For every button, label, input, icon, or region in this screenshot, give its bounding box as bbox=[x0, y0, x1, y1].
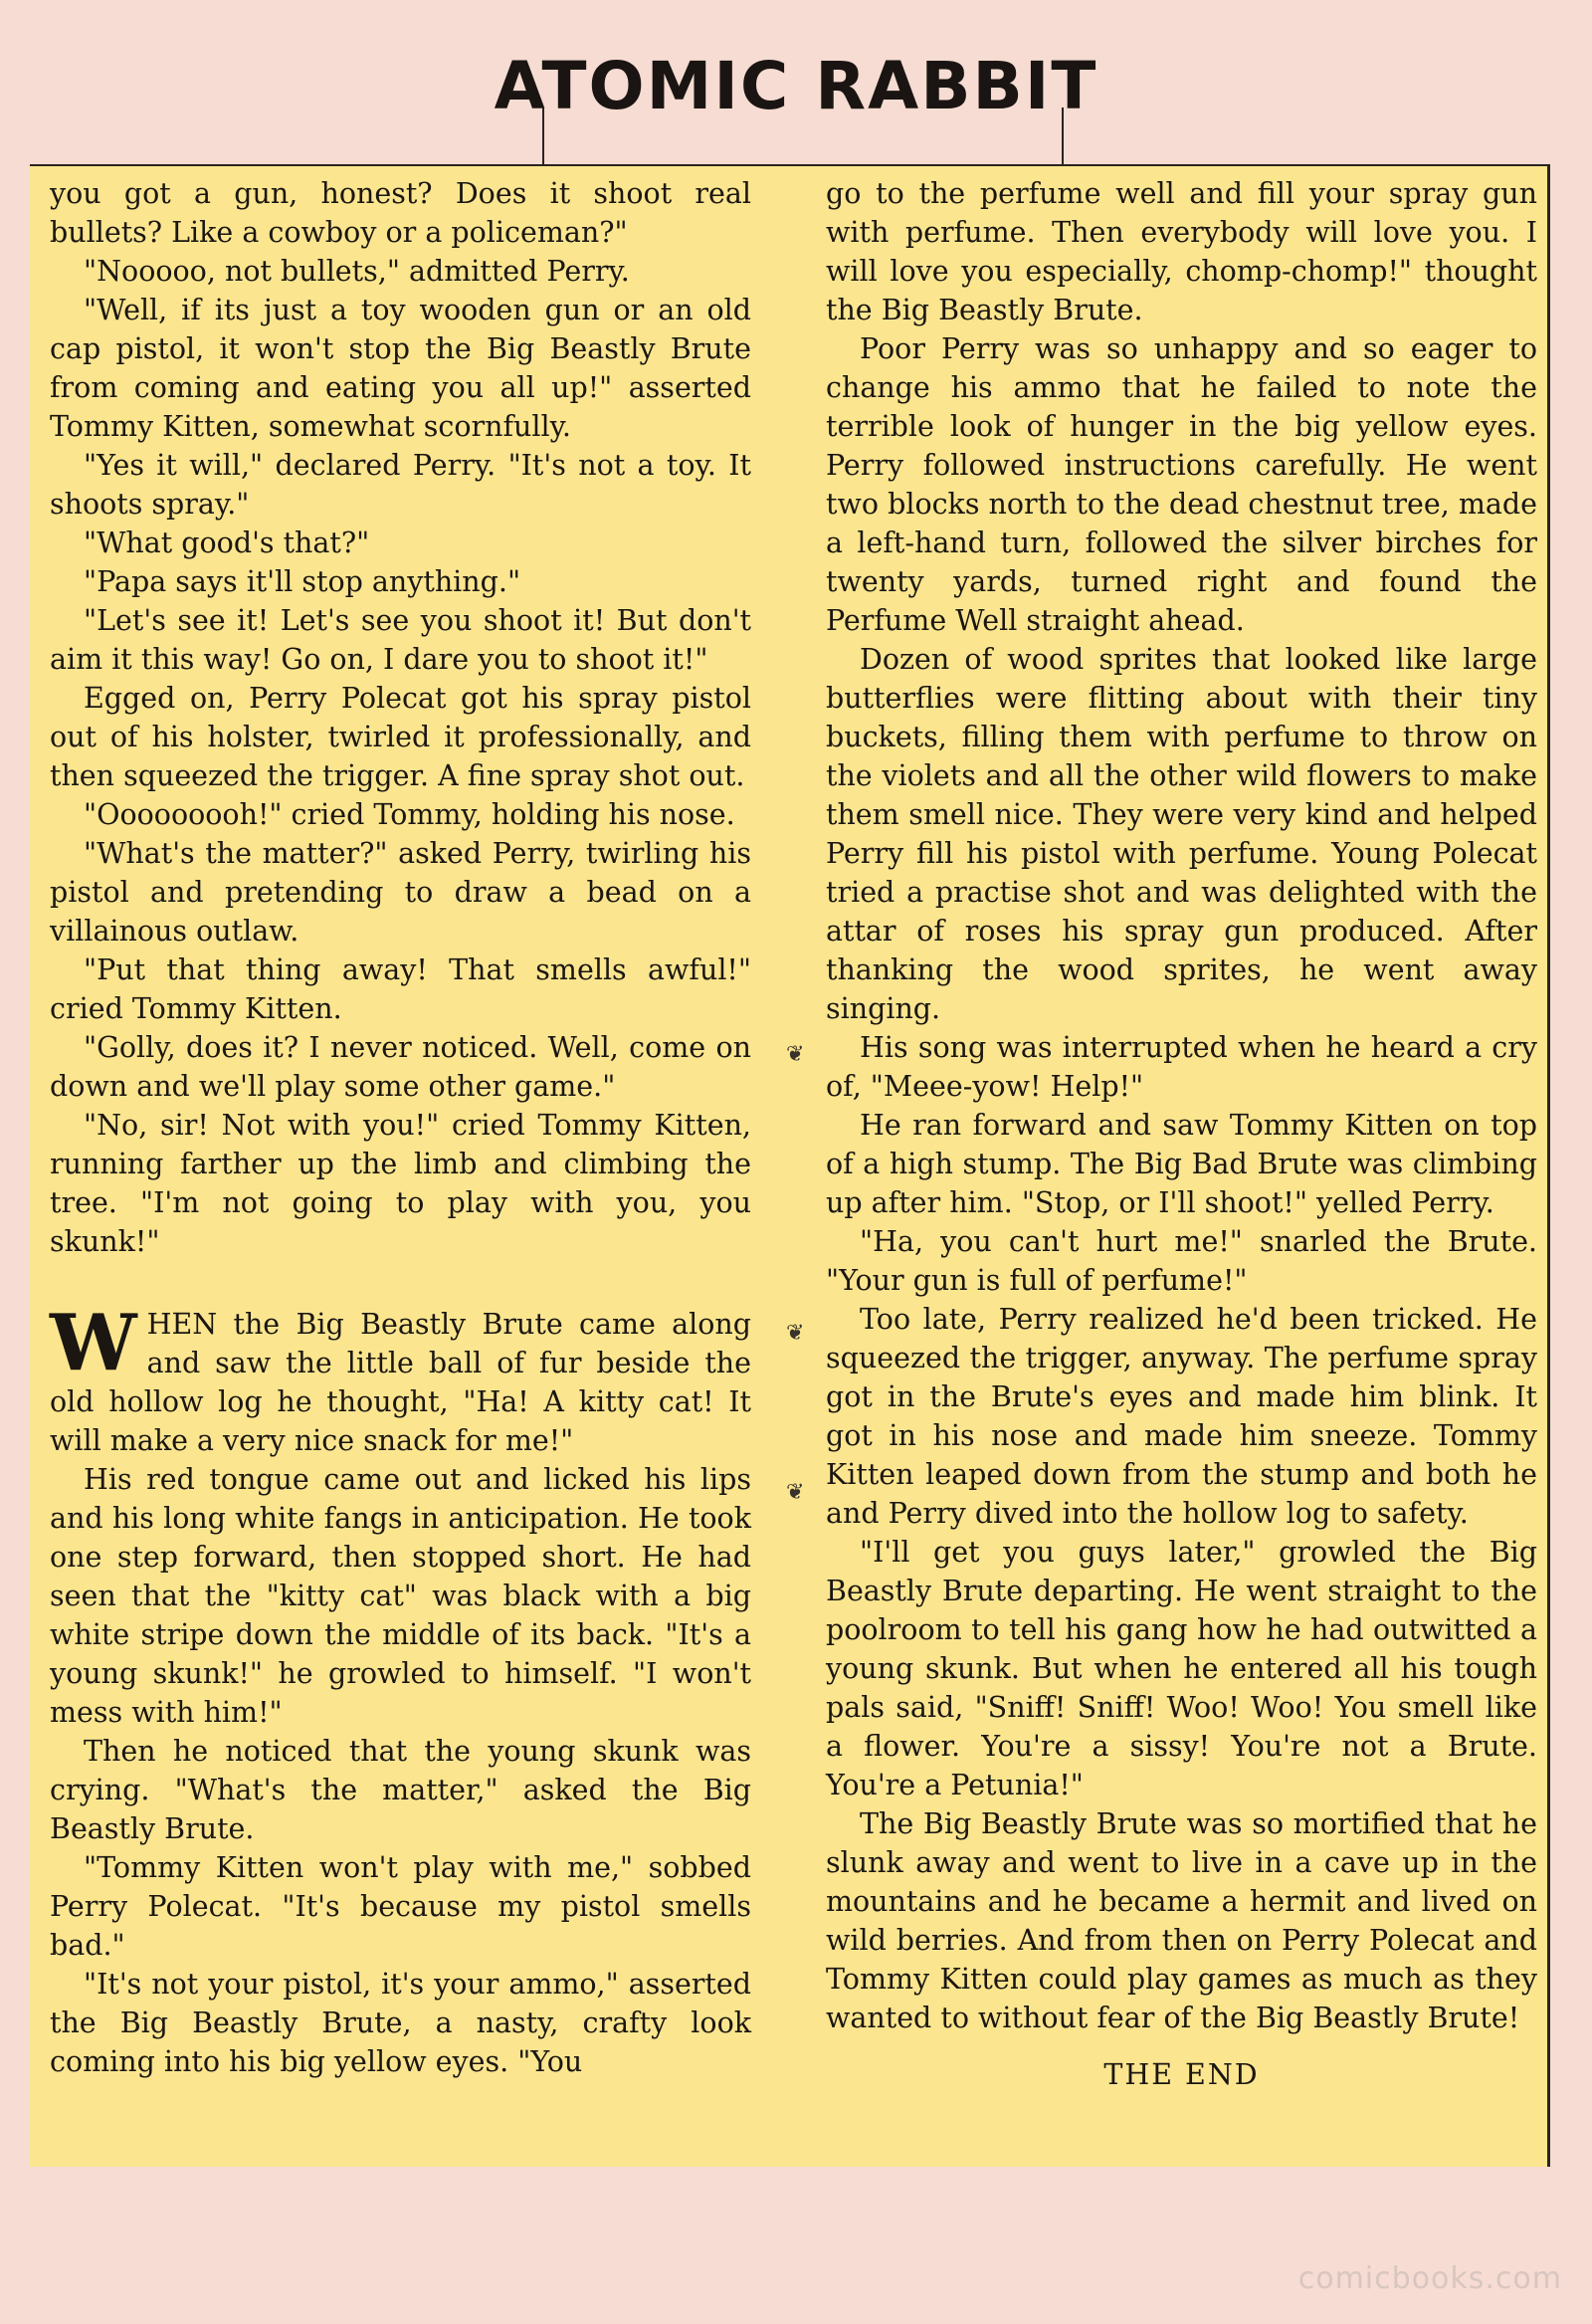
section-opening-paragraph bbox=[50, 1298, 751, 1460]
gutter-ornament: ❦ bbox=[786, 1042, 805, 1067]
story-paragraph: Dozen of wood sprites that looked like large butterflies were flitting about with their tiny buckets, filling them with perfume to throw on the violets and all the other wild flowers to make them smell nice. They were very kind and helped Perry fill his pistol with perfume. Young Polecat tried a practise shot and was delighted with the attar of roses his spray gun produced. After thanking the wood sprites, he went away singing. bbox=[826, 643, 1537, 1025]
story-paragraph: The Big Beastly Brute was so mortified that he slunk away and went to live in a cave up in the mountains and he became a hermit and lived on wild berries. And from then on Perry Polecat and Tommy Kitten could play games as much as they wanted to without fear of the Big Beastly Brute! bbox=[826, 1807, 1537, 2034]
story-paragraph: Poor Perry was so unhappy and so eager to change his ammo that he failed to note the terrible look of hunger in the big yellow eyes. Perry followed instructions carefully. He went two blocks north to the dead chestnut tree, made a left-hand turn, followed the silver birches for twenty yards, turned right and found the Perfume Well straight ahead. bbox=[826, 332, 1537, 637]
story-paragraph: Then he noticed that the young skunk was crying. "What's the matter," asked the Big Beastly Brute. bbox=[50, 1735, 751, 1845]
watermark: comicbooks.com bbox=[1297, 2261, 1562, 2296]
story-paragraph: "Ha, you can't hurt me!" snarled the Brute. "Your gun is full of perfume!" bbox=[826, 1225, 1537, 1297]
page-title: ATOMIC RABBIT bbox=[494, 48, 1098, 124]
story-paragraph: "Papa says it'll stop anything." bbox=[84, 565, 521, 598]
story-paragraph: His red tongue came out and licked his lips and his long white fangs in anticipation. He took one step forward, then stopped short. He had seen that the "kitty cat" was black with a big white stripe down the middle of its back. "It's a young skunk!" he growled to himself. "I won't mess with him!" bbox=[50, 1463, 751, 1729]
gutter-ornament: ❦ bbox=[786, 1480, 805, 1505]
story-paragraph: "Yes it will," declared Perry. "It's not a toy. It shoots spray." bbox=[50, 449, 751, 521]
story-paragraph: "Nooooo, not bullets," admitted Perry. bbox=[84, 255, 630, 288]
story-paragraph: He ran forward and saw Tommy Kitten on top of a high stump. The Big Bad Brute was climbing up after him. "Stop, or I'll shoot!" yelled Perry. bbox=[826, 1109, 1537, 1219]
story-paragraph: "Let's see it! Let's see you shoot it! But don't aim it this way! Go on, I dare you to shoot it!" bbox=[50, 604, 751, 676]
drop-cap: W bbox=[50, 1298, 137, 1388]
story-paragraph: "No, sir! Not with you!" cried Tommy Kitten, running farther up the limb and climbing the tree. "I'm not going to play with you, you skunk!" bbox=[50, 1109, 751, 1258]
gutter-ornament: ❦ bbox=[786, 1321, 805, 1346]
story-paragraph: "Tommy Kitten won't play with me," sobbed Perry Polecat. "It's because my pistol smells bad." bbox=[50, 1851, 751, 1962]
story-paragraph: "What's the matter?" asked Perry, twirling his pistol and pretending to draw a bead on a villainous outlaw. bbox=[50, 837, 751, 948]
story-paragraph: "Ooooooooh!" cried Tommy, holding his nose. bbox=[84, 798, 735, 831]
story-paragraph: Egged on, Perry Polecat got his spray pistol out of his holster, twirled it professionally, and then squeezed the trigger. A fine spray shot out. bbox=[50, 682, 751, 792]
story-paragraph: you got a gun, honest? Does it shoot real bullets? Like a cowboy or a policeman?" bbox=[50, 177, 751, 249]
story-panel bbox=[30, 164, 1550, 2167]
story-paragraph: His song was interrupted when he heard a cry of, "Meee-yow! Help!" bbox=[826, 1031, 1537, 1103]
story-paragraph: go to the perfume well and fill your spray gun with perfume. Then everybody will love you. I will love you especially, chomp-chomp!" thought the Big Beastly Brute. bbox=[826, 177, 1537, 326]
story-paragraph: "Put that thing away! That smells awful!" cried Tommy Kitten. bbox=[50, 953, 751, 1025]
the-end-label: THE END bbox=[1103, 2058, 1260, 2091]
story-paragraph: "It's not your pistol, it's your ammo," asserted the Big Beastly Brute, a nasty, crafty look coming into his big yellow eyes. "You bbox=[50, 1968, 751, 2078]
story-paragraph: "Golly, does it? I never noticed. Well, come on down and we'll play some other game." bbox=[50, 1031, 751, 1103]
story-paragraph: "Well, if its just a toy wooden gun or an old cap pistol, it won't stop the Big Beastly Brute from coming and eating you all up!" asserted Tommy Kitten, somewhat scornfully. bbox=[50, 294, 751, 443]
right-column bbox=[826, 174, 1537, 2094]
section-opening-text: HEN the Big Beastly Brute came along and saw the little ball of fur beside the old hollow log he thought, "Ha! A kitty cat! It will make a very nice snack for me!" bbox=[50, 1308, 751, 1457]
story-paragraph: "I'll get you guys later," growled the Big Beastly Brute departing. He went straight to the poolroom to tell his gang how he had outwitted a young skunk. But when he entered all his tough pals said, "Sniff! Sniff! Woo! Woo! You smell like a flower. You're a sissy! You're not a Brute. You're a Petunia!" bbox=[826, 1536, 1537, 1801]
left-column bbox=[50, 174, 751, 2081]
story-paragraph: "What good's that?" bbox=[84, 527, 370, 559]
title-frame bbox=[542, 107, 1064, 167]
story-paragraph: Too late, Perry realized he'd been tricked. He squeezed the trigger, anyway. The perfume spray got in the Brute's eyes and made him blink. It got in his nose and made him sneeze. Tommy Kitten leaped down from the stump and both he and Perry dived into the hollow log to safety. bbox=[826, 1303, 1537, 1530]
